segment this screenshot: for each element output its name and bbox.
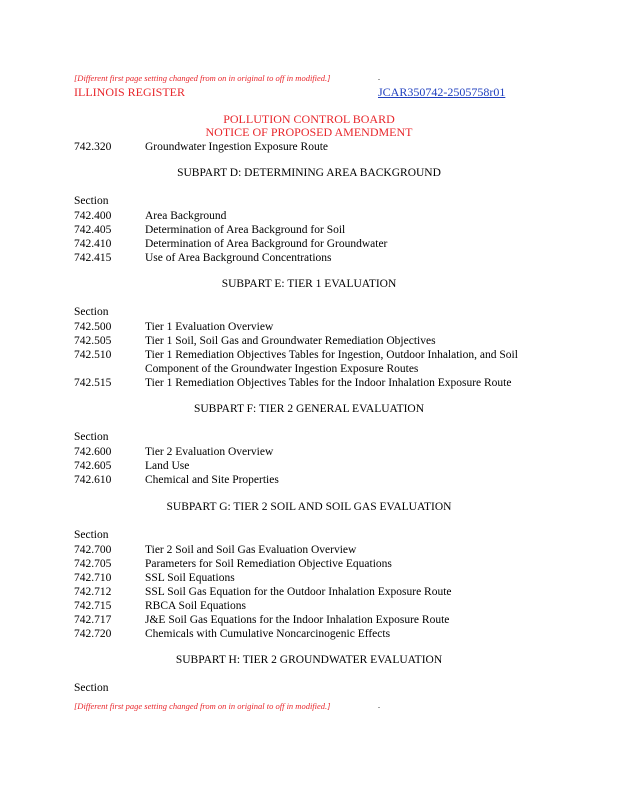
- section-number: 742.510: [74, 349, 112, 361]
- jcar-code-link[interactable]: JCAR350742-2505758r01: [378, 85, 506, 99]
- section-title: Groundwater Ingestion Exposure Route: [145, 141, 329, 153]
- section-number: 742.712: [74, 586, 112, 598]
- section-label: Section: [74, 431, 109, 443]
- section-label: Section: [74, 682, 109, 694]
- section-number: 742.515: [74, 377, 112, 389]
- notice-title: NOTICE OF PROPOSED AMENDMENT: [205, 125, 413, 139]
- section-title: Chemicals with Cumulative Noncarcinogenic Effects: [145, 628, 391, 640]
- register-title: ILLINOIS REGISTER: [74, 85, 185, 99]
- section-title: Land Use: [145, 460, 190, 472]
- subpart-heading: SUBPART F: TIER 2 GENERAL EVALUATION: [193, 403, 425, 415]
- section-title: Tier 1 Evaluation Overview: [145, 321, 274, 333]
- section-title: Tier 1 Remediation Objectives Tables for Ingestion, Outdoor Inhalation, and Soil Component of the Groundwater Ingestion Exposure Routes: [145, 349, 518, 375]
- board-title: POLLUTION CONTROL BOARD: [223, 112, 395, 126]
- section-number: 742.605: [74, 460, 112, 472]
- section-title: Chemical and Site Properties: [145, 474, 279, 486]
- section-number: 742.405: [74, 224, 112, 236]
- section-title: RBCA Soil Equations: [145, 600, 246, 612]
- bottom-section-note: [Different first page setting changed from on in original to off in modified.]: [74, 701, 331, 711]
- section-title: Area Background: [145, 210, 227, 222]
- section-label: Section: [74, 529, 109, 541]
- section-number: 742.705: [74, 558, 112, 570]
- section-number: 742.410: [74, 238, 112, 250]
- section-number: 742.610: [74, 474, 112, 486]
- section-title: Determination of Area Background for Groundwater: [145, 238, 388, 250]
- section-title: Tier 2 Soil and Soil Gas Evaluation Overview: [145, 544, 357, 556]
- section-number: 742.400: [74, 210, 112, 222]
- subpart-heading: SUBPART D: DETERMINING AREA BACKGROUND: [177, 167, 441, 179]
- subpart-heading: SUBPART E: TIER 1 EVALUATION: [221, 278, 397, 290]
- section-number: 742.720: [74, 628, 112, 640]
- section-label: Section: [74, 306, 109, 318]
- bottom-section-dot: .: [378, 701, 380, 710]
- top-section-note: [Different first page setting changed from on in original to off in modified.]: [74, 73, 331, 83]
- top-section-dot: .: [378, 73, 380, 82]
- subpart-heading: SUBPART H: TIER 2 GROUNDWATER EVALUATION: [175, 654, 443, 666]
- section-title: SSL Soil Gas Equation for the Outdoor Inhalation Exposure Route: [145, 586, 452, 598]
- section-number: 742.700: [74, 544, 112, 556]
- section-number: 742.710: [74, 572, 112, 584]
- section-number: 742.505: [74, 335, 112, 347]
- section-title: SSL Soil Equations: [145, 572, 235, 584]
- section-title: Use of Area Background Concentrations: [145, 252, 332, 264]
- section-title: Tier 1 Remediation Objectives Tables for the Indoor Inhalation Exposure Route: [145, 377, 512, 389]
- section-number: 742.717: [74, 614, 112, 626]
- section-title: Tier 2 Evaluation Overview: [145, 446, 274, 458]
- section-title: J&E Soil Gas Equations for the Indoor Inhalation Exposure Route: [145, 614, 450, 626]
- section-label: Section: [74, 195, 109, 207]
- section-number: 742.320: [74, 141, 112, 153]
- section-title: Tier 1 Soil, Soil Gas and Groundwater Remediation Objectives: [145, 335, 436, 347]
- section-number: 742.600: [74, 446, 112, 458]
- section-number: 742.715: [74, 600, 112, 612]
- subpart-heading: SUBPART G: TIER 2 SOIL AND SOIL GAS EVALUATION: [166, 501, 452, 513]
- section-title: Parameters for Soil Remediation Objective Equations: [145, 558, 392, 570]
- section-number: 742.500: [74, 321, 112, 333]
- section-number: 742.415: [74, 252, 112, 264]
- section-title: Determination of Area Background for Soil: [145, 224, 346, 236]
